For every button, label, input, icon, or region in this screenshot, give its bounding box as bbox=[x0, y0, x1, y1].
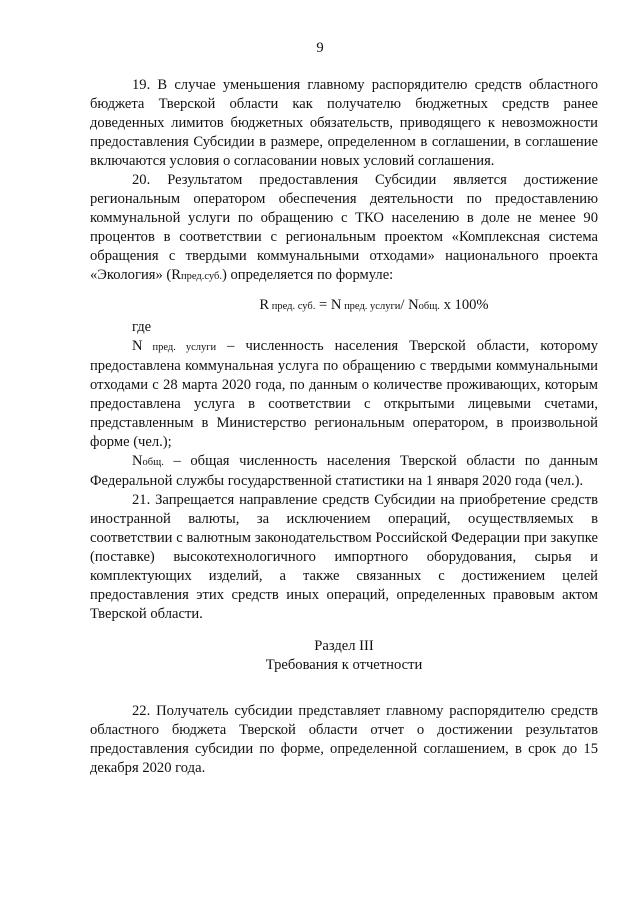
definition-n-text: – численность населения Тверской области, которому предоставлена коммунальная услуга по обращению с твердыми коммунальными отходами с 28 марта 2020 года, по данным о количестве проживающих, которым предоставлена услуга в соответствии с открытыми лицевыми счетами, представленным в Министерство региональным оператором, в произвольной форме (чел.); bbox=[90, 338, 599, 450]
section-title: Требования к отчетности bbox=[265, 657, 423, 673]
formula bbox=[90, 296, 598, 316]
spacer bbox=[90, 675, 598, 702]
paragraph-21: 21. Запрещается направление средств Субсидии на приобретение средств иностранной валюты, за исключением операций, осуществляемых в соответствии с валютным законодательством Российской Федерации при закупке (поставке) высокотехнологичного импортного оборудования, сырья и комплектующих изделий, а также связанных с достижением целей предоставления этих средств иных операций, определенных правовым актом Тверской области. bbox=[90, 492, 598, 622]
formula-equals-n: = N bbox=[315, 297, 342, 313]
formula-n-subscript: пред. услуги bbox=[341, 301, 401, 312]
paragraph-20-subscript: пред.суб. bbox=[181, 271, 222, 282]
spacer bbox=[90, 624, 598, 637]
definition-total-subscript: общ. bbox=[142, 457, 164, 468]
paragraph-20-tail: ) определяется по формуле: bbox=[221, 267, 394, 283]
document-body bbox=[90, 76, 598, 778]
definition-n-total bbox=[90, 452, 598, 491]
formula-r: R bbox=[259, 297, 270, 313]
formula-multiply: х 100% bbox=[439, 297, 489, 313]
where-label: где bbox=[132, 319, 152, 335]
formula-divide-n: / N bbox=[400, 297, 419, 313]
definition-total-text: – общая численность населения Тверской области по данным Федеральной службы государственной статистики на 1 января 2020 года (чел.). bbox=[90, 453, 598, 489]
formula-r-subscript: пред. суб. bbox=[269, 301, 316, 312]
paragraph-19: 19. В случае уменьшения главному распорядителю средств областного бюджета Тверской области как получателю бюджетных средств ранее доведенных лимитов бюджетных обязательств, приводящего к невозможности предоставления Субсидии в размере, определенном в соглашении, в соглашение включаются условия о согласовании новых условий соглашения. bbox=[90, 77, 598, 169]
definition-n-service bbox=[90, 337, 598, 452]
formula-total-subscript: общ. bbox=[418, 301, 440, 312]
paragraph-22: 22. Получатель субсидии представляет главному распорядителю средств областного бюджета Тверской области отчет о достижении результатов предоставления субсидии по форме, определенной соглашением, в срок до 15 декабря 2020 года. bbox=[90, 703, 598, 776]
paragraph-20-text: 20. Результатом предоставления Субсидии является достижение региональным оператором обеспечения деятельности по предоставлению коммунальной услуги по обращению с ТКО населению в доле не менее 90 процентов в соответствии с региональным проектом «Комплексная система обращения с твердыми коммунальными отходами» национального проекта «Экология» (R bbox=[90, 172, 598, 283]
definition-total-symbol: N bbox=[132, 453, 143, 469]
paragraph-20 bbox=[90, 171, 598, 286]
definition-n-symbol: N bbox=[132, 338, 143, 354]
definition-n-subscript: пред. услуги bbox=[142, 342, 217, 353]
section-number: Раздел III bbox=[314, 638, 374, 654]
page-number: 9 bbox=[316, 40, 324, 56]
